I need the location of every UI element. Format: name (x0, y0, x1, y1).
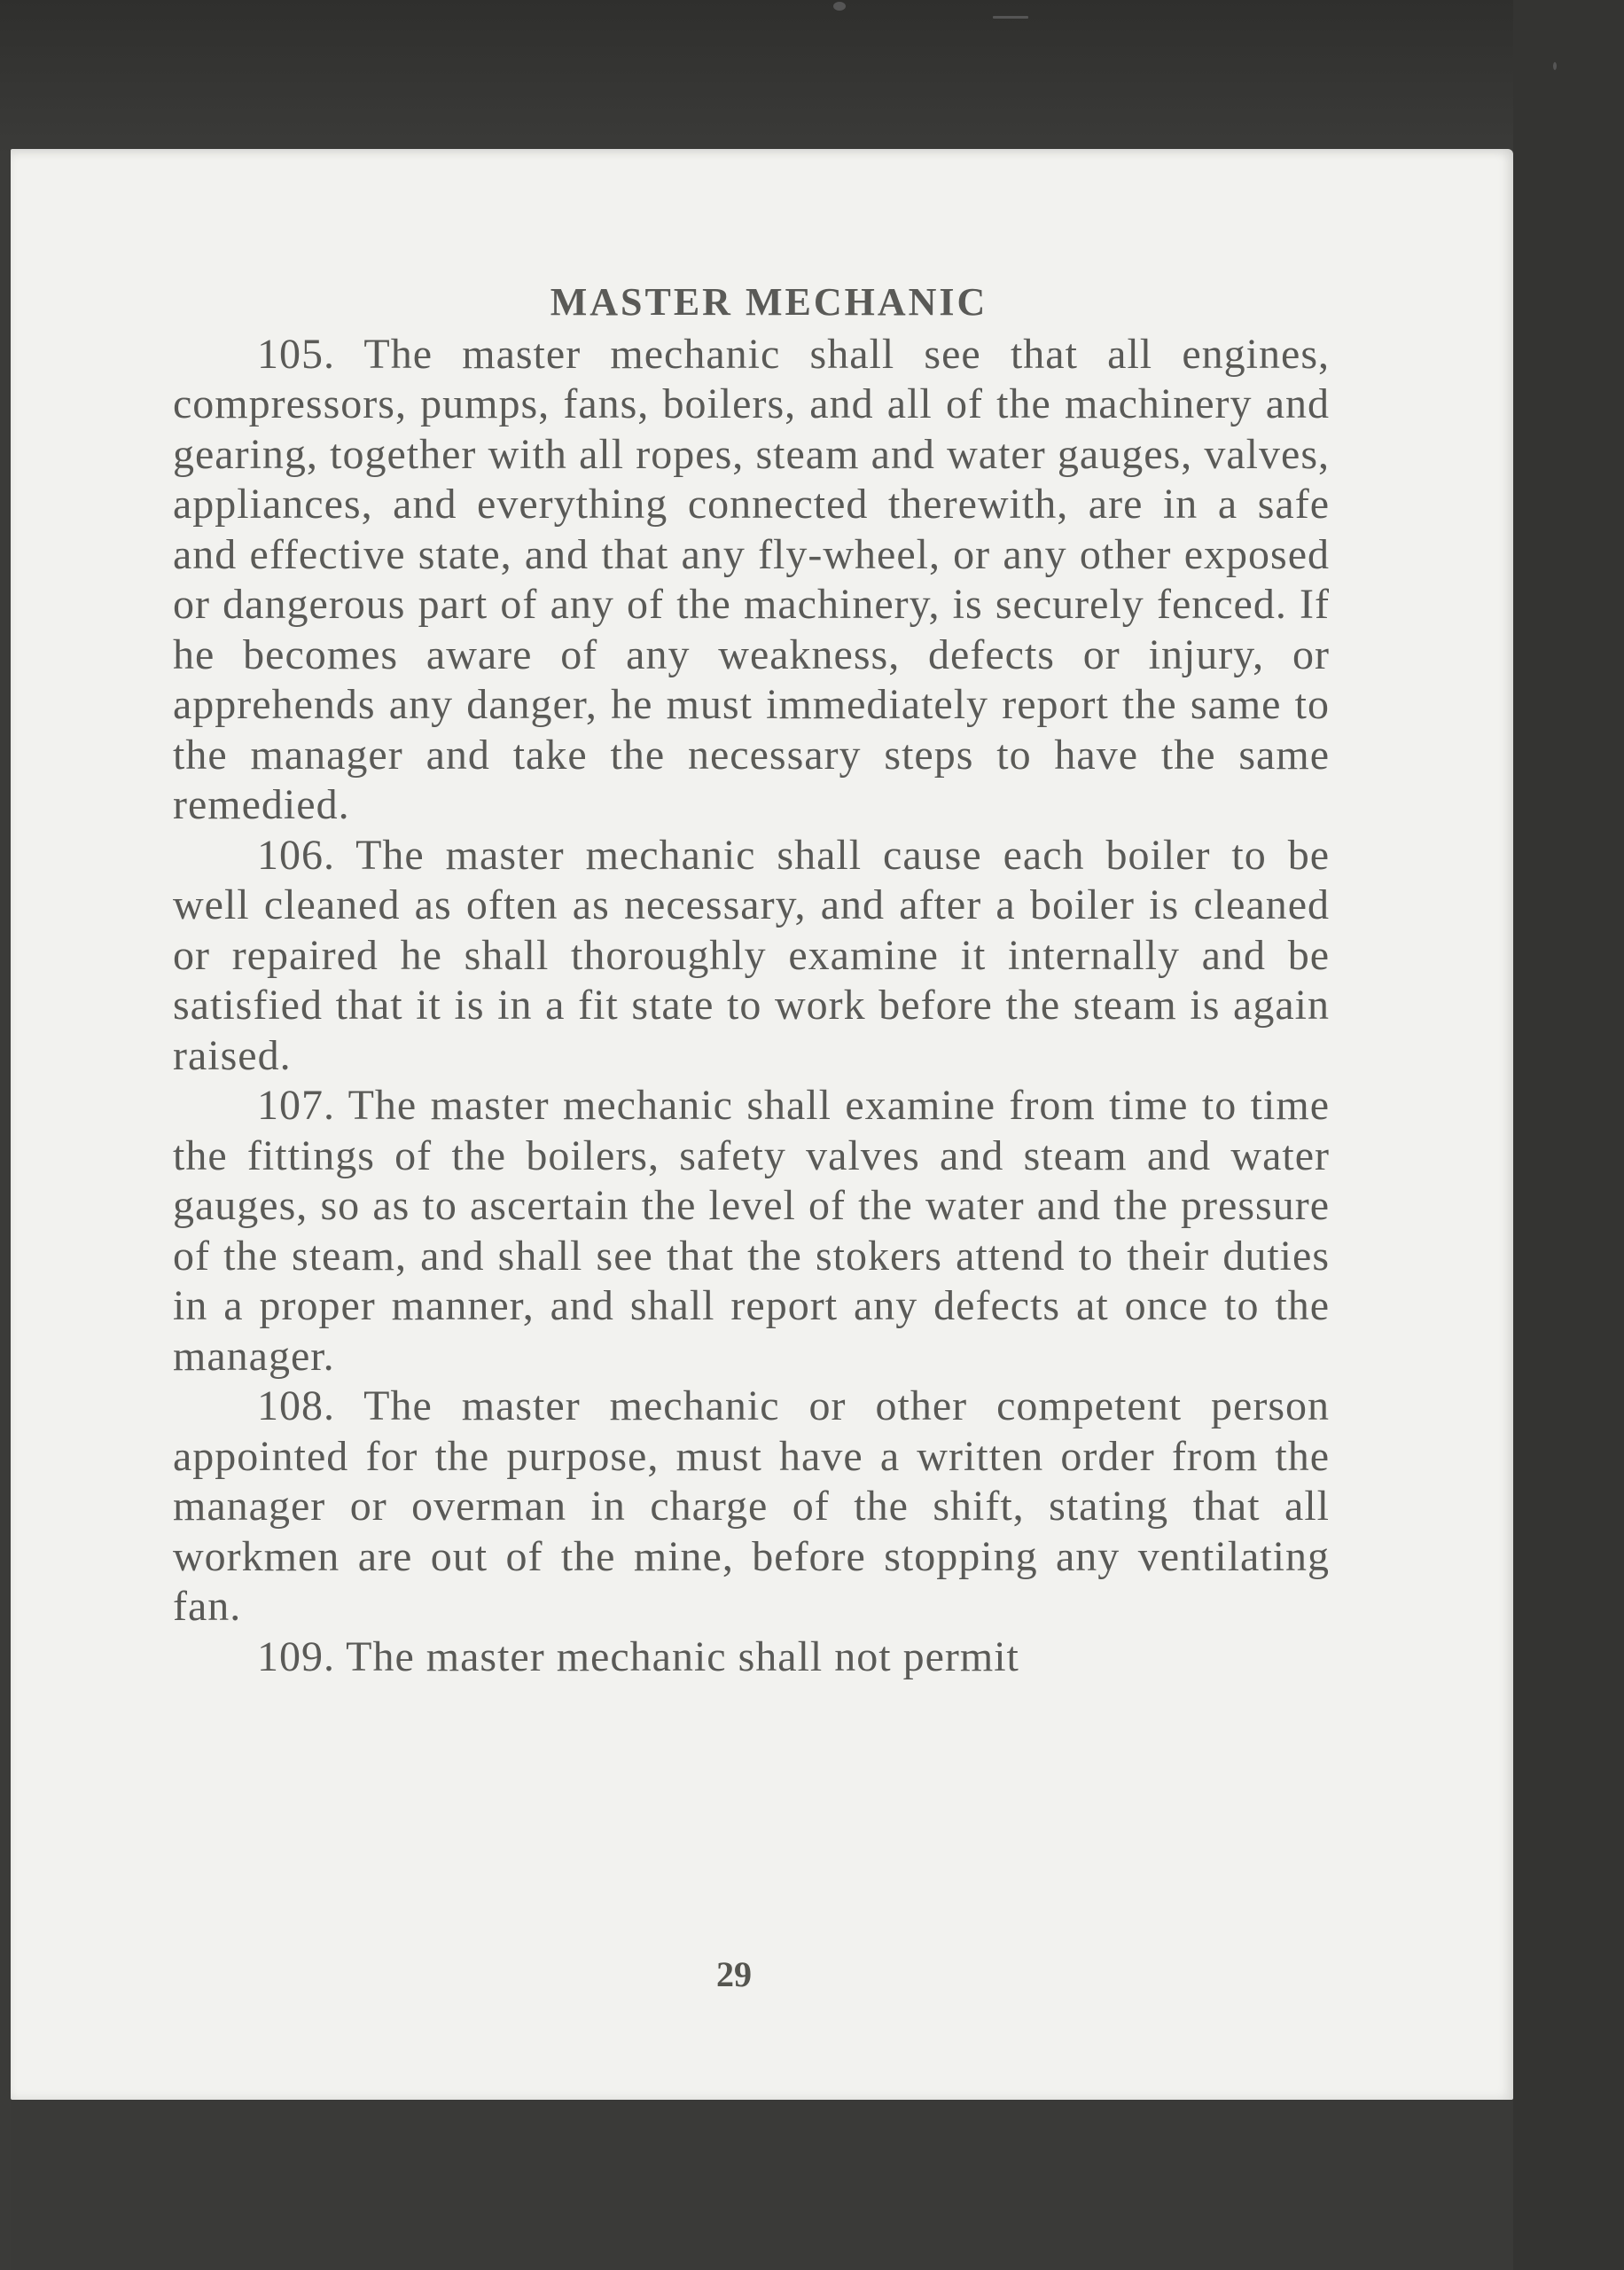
rule-106: 106. The master mechanic shall cause each boiler to be well cleaned as often as necessary, and after a boiler is cleaned or repaired he shall thoroughly examine it internally and be satisfied that it is in a fit state to work before the steam is again raised. (173, 831, 1330, 1079)
page-number: 29 (716, 1954, 752, 1994)
scan-speck (1553, 62, 1557, 70)
rule-107: 107. The master mechanic shall examine from time to time the fittings of the boilers, safety valves and steam and water gauges, so as to ascertain the level of the water and the pressure of the steam, and shall see that the stokers attend to their duties in a proper manner, and shall report any defects at once to the manager. (173, 1082, 1330, 1380)
rule-105: 105. The master mechanic shall see that all engines, compressors, pumps, fans, boilers, and all of the machinery and gearing, together with all ropes, steam and water gauges, valves, appliances, and everything connected therewith, are in a safe and effective state, and that any fly-wheel, or any other exposed or dangerous part of any of the machinery, is securely fenced. If he becomes aware of any weakness, defects or injury, or apprehends any danger, he must immediately report the same to the manager and take the necessary steps to have the same remedied. (173, 330, 1330, 828)
rule-109: 109. The master mechanic shall not permit (257, 1632, 1019, 1680)
section-heading: MASTER MECHANIC (550, 280, 988, 324)
rule-108: 108. The master mechanic or other competent person appointed for the purpose, must have a written order from the manager or overman in charge of the shift, stating that all workmen are out of the mine, before stopping any ventilating fan. (173, 1382, 1330, 1630)
scan-background-top (0, 0, 1624, 155)
scan-background-right (1513, 0, 1624, 2270)
scan-speck (993, 16, 1028, 19)
page-content (173, 278, 1330, 1682)
book-page (11, 149, 1513, 2100)
scan-background-left (0, 155, 11, 2270)
scan-speck (833, 2, 846, 11)
